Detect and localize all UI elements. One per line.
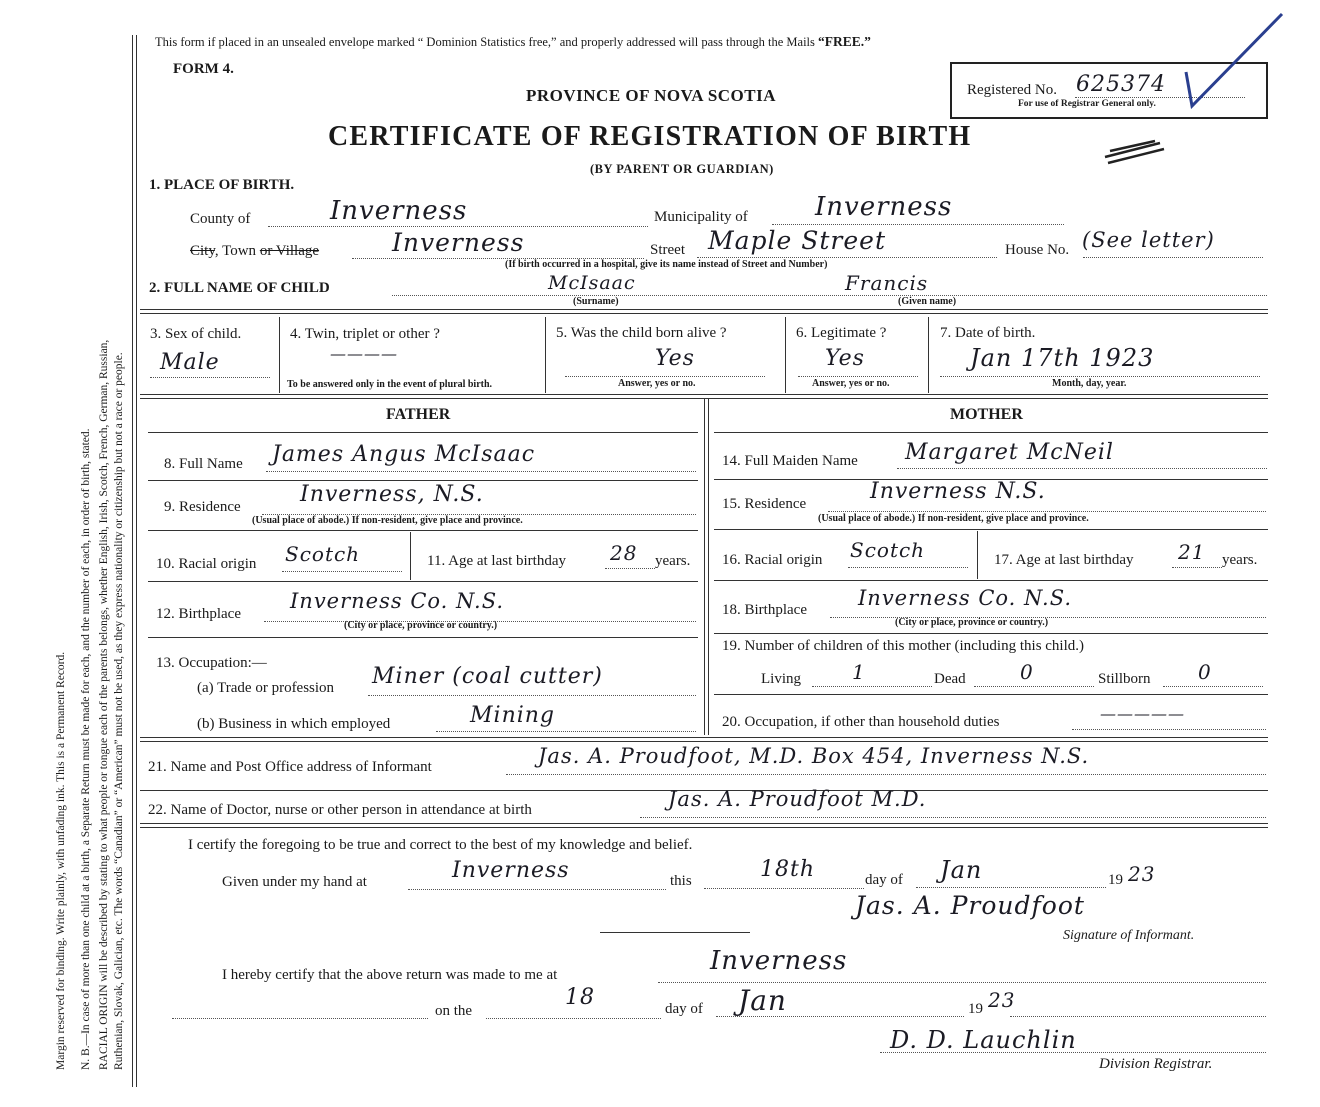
- mother-racial-label: 16. Racial origin: [722, 552, 823, 568]
- mother-age-unit: years.: [1222, 552, 1258, 568]
- father-age-value: 28: [610, 541, 638, 565]
- reg-day-of-label: day of: [665, 1001, 703, 1017]
- mother-name-value: Margaret McNeil: [905, 440, 1114, 465]
- reg-year-value: 23: [988, 988, 1016, 1012]
- father-business-label: (b) Business in which employed: [197, 716, 391, 732]
- dob-label: 7. Date of birth.: [940, 325, 1036, 341]
- hospital-note: (If birth occurred in a hospital, give its name instead of Street and Number): [505, 259, 828, 270]
- mail-notice: This form if placed in an unsealed envelope marked “ Dominion Statistics free,” and properly addressed will pass through the Mails “FREE.”: [155, 34, 871, 49]
- year-value: 23: [1128, 862, 1156, 886]
- mother-occupation-value: —————: [1100, 704, 1185, 723]
- father-occupation-label: 13. Occupation:—: [156, 655, 267, 671]
- mother-racial-value: Scotch: [850, 538, 926, 562]
- mother-age-label: 17. Age at last birthday: [994, 552, 1134, 568]
- certificate-subtitle: (BY PARENT OR GUARDIAN): [590, 162, 774, 176]
- father-age-unit: years.: [655, 553, 691, 569]
- margin-text-racial: RACIAL ORIGIN will be described by stating to what people or tongue each of the parents belongs, whether English, Irish, Scotch, French, German, Russian,: [98, 339, 110, 1070]
- stillborn-value: 0: [1198, 660, 1212, 684]
- sex-label: 3. Sex of child.: [150, 326, 242, 342]
- doctor-label: 22. Name of Doctor, nurse or other person in attendance at birth: [148, 802, 532, 818]
- dob-note: Month, day, year.: [1052, 378, 1127, 389]
- alive-label: 5. Was the child born alive ?: [556, 325, 727, 341]
- registrar-place-value: Inverness: [710, 946, 848, 976]
- mother-birthplace-note: (City or place, province or country.): [895, 617, 1049, 628]
- form-number: FORM 4.: [173, 61, 234, 77]
- reg-day-value: 18: [565, 985, 595, 1010]
- mother-birthplace-label: 18. Birthplace: [722, 602, 807, 618]
- father-name-label: 8. Full Name: [164, 456, 243, 472]
- father-birthplace-note: (City or place, province or country.): [344, 620, 498, 631]
- mother-residence-label: 15. Residence: [722, 496, 807, 512]
- street-label: Street: [650, 242, 685, 258]
- municipality-label: Municipality of: [654, 209, 748, 225]
- dob-value: Jan 17th 1923: [970, 344, 1155, 372]
- registrar-caption: Division Registrar.: [1099, 1056, 1213, 1072]
- child-name-label: 2. FULL NAME OF CHILD: [149, 280, 330, 296]
- legit-value: Yes: [825, 346, 865, 371]
- municipality-value: Inverness: [815, 192, 953, 222]
- twin-note: To be answered only in the event of plural birth.: [287, 379, 493, 390]
- day-value: 18th: [760, 857, 816, 882]
- father-age-label: 11. Age at last birthday: [427, 553, 566, 569]
- surname-caption: (Surname): [573, 296, 619, 307]
- alive-note: Answer, yes or no.: [618, 378, 696, 389]
- mother-birthplace-value: Inverness Co. N.S.: [858, 586, 1073, 610]
- mother-residence-note: (Usual place of abode.) If non-resident, give place and province.: [818, 513, 1089, 524]
- twin-label: 4. Twin, triplet or other ?: [290, 326, 440, 342]
- father-birthplace-value: Inverness Co. N.S.: [290, 589, 505, 613]
- reg-year-prefix: 19: [968, 1001, 983, 1017]
- informant-label: 21. Name and Post Office address of Informant: [148, 759, 432, 775]
- margin-text-binding: Margin reserved for binding. Write plainly, with unfading ink. This is a Permanent Record.: [55, 651, 67, 1070]
- father-trade-value: Miner (coal cutter): [372, 664, 603, 689]
- father-name-value: James Angus McIsaac: [272, 442, 536, 467]
- registered-label: Registered No.: [967, 82, 1057, 98]
- on-the-label: on the: [435, 1003, 473, 1019]
- father-heading: FATHER: [386, 406, 451, 423]
- house-label: House No.: [1005, 242, 1070, 258]
- mother-children-label: 19. Number of children of this mother (including this child.): [722, 638, 1085, 654]
- informant-signature: Jas. A. Proudfoot: [855, 891, 1085, 920]
- registrar-note: For use of Registrar General only.: [1018, 99, 1156, 109]
- given-place-value: Inverness: [452, 858, 570, 883]
- father-racial-value: Scotch: [285, 542, 361, 566]
- dead-value: 0: [1020, 660, 1034, 684]
- scribble-mark-icon: [1100, 135, 1170, 165]
- stillborn-label: Stillborn: [1098, 671, 1151, 687]
- certificate-title: CERTIFICATE OF REGISTRATION OF BIRTH: [328, 121, 972, 152]
- this-label: this: [670, 873, 692, 889]
- mother-heading: MOTHER: [950, 406, 1023, 423]
- street-value: Maple Street: [708, 226, 887, 255]
- father-trade-label: (a) Trade or profession: [197, 680, 335, 696]
- informant-signature-caption: Signature of Informant.: [1063, 928, 1195, 943]
- mother-occupation-label: 20. Occupation, if other than household duties: [722, 714, 1000, 730]
- father-birthplace-label: 12. Birthplace: [156, 606, 241, 622]
- checkmark-icon: [1178, 10, 1288, 110]
- mother-age-value: 21: [1178, 540, 1206, 564]
- living-label: Living: [761, 671, 801, 687]
- province-heading: PROVINCE OF NOVA SCOTIA: [526, 86, 777, 105]
- legit-label: 6. Legitimate ?: [796, 325, 887, 341]
- child-surname-value: McIsaac: [548, 272, 636, 294]
- father-business-value: Mining: [470, 703, 556, 728]
- city-town-label: City, Town or Village: [190, 243, 320, 259]
- twin-value: ————: [330, 344, 398, 363]
- margin-text-racial-2: Ruthenian, Slovak, Galician, etc. The words “Canadian” or “American” must not be used, as they express nationality or citizenship but not a race or people.: [113, 352, 125, 1070]
- father-residence-note: (Usual place of abode.) If non-resident, give place and province.: [252, 515, 523, 526]
- registered-number: 625374: [1076, 72, 1166, 97]
- margin-rule: [132, 35, 137, 1087]
- house-value: (See letter): [1082, 228, 1215, 252]
- registrar-signature: D. D. Lauchlin: [890, 1026, 1077, 1054]
- year-prefix: 19: [1108, 872, 1123, 888]
- registrar-statement: I hereby certify that the above return was made to me at: [222, 967, 558, 983]
- margin-text-nb: N. B.—In case of more than one child at a birth, a Separate Return must be made for each, and the number of each, in order of birth, stated.: [80, 428, 92, 1070]
- place-of-birth-label: 1. PLACE OF BIRTH.: [149, 177, 295, 193]
- county-label: County of: [190, 211, 251, 227]
- informant-value: Jas. A. Proudfoot, M.D. Box 454, Inverness N.S.: [538, 744, 1090, 768]
- doctor-value: Jas. A. Proudfoot M.D.: [668, 787, 927, 811]
- father-residence-label: 9. Residence: [164, 499, 241, 515]
- father-residence-value: Inverness, N.S.: [300, 482, 484, 507]
- month-value: Jan: [940, 856, 983, 884]
- child-given-value: Francis: [845, 271, 929, 295]
- father-racial-label: 10. Racial origin: [156, 556, 257, 572]
- given-caption: (Given name): [898, 296, 957, 307]
- certify-statement: I certify the foregoing to be true and correct to the best of my knowledge and belief.: [188, 837, 693, 853]
- county-value: Inverness: [330, 196, 468, 226]
- day-of-label: day of: [865, 872, 903, 888]
- dead-label: Dead: [934, 671, 966, 687]
- alive-value: Yes: [655, 346, 695, 371]
- legit-note: Answer, yes or no.: [812, 378, 890, 389]
- town-value: Inverness: [392, 228, 525, 257]
- mother-name-label: 14. Full Maiden Name: [722, 453, 858, 469]
- given-label: Given under my hand at: [222, 874, 367, 890]
- sex-value: Male: [160, 350, 220, 375]
- reg-month-value: Jan: [738, 984, 787, 1017]
- mother-residence-value: Inverness N.S.: [870, 479, 1046, 504]
- living-value: 1: [852, 660, 866, 684]
